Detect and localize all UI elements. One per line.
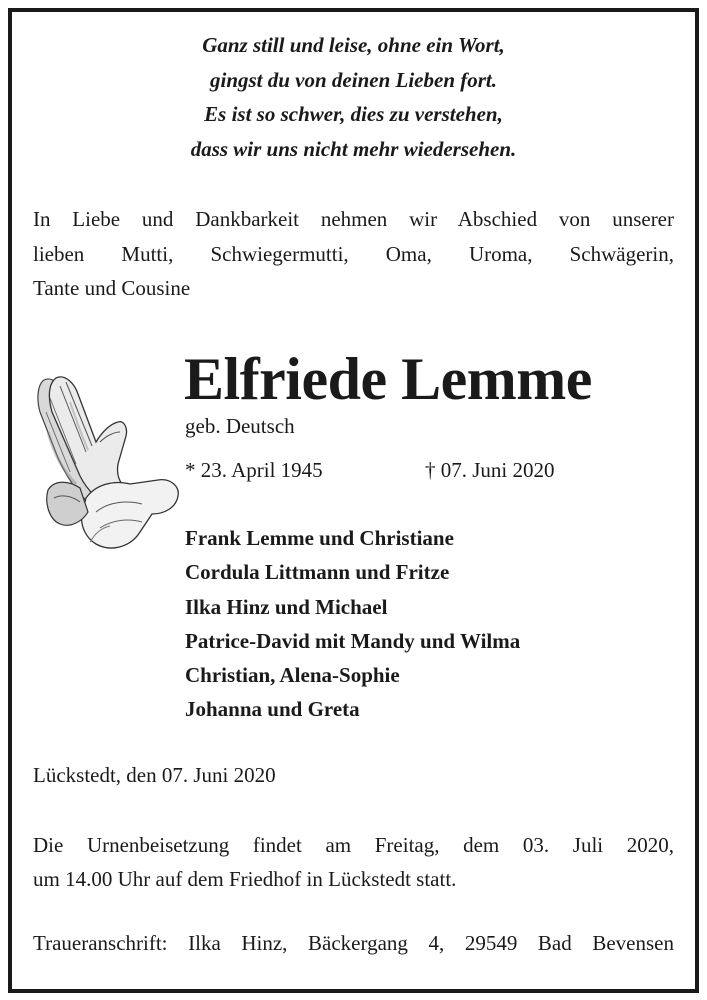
birth-date: * 23. April 1945 xyxy=(185,458,323,482)
memorial-poem xyxy=(0,28,707,166)
burial-line: Die Urnenbeisetzung findet am Freitag, dem 03. Juli 2020, xyxy=(33,833,674,857)
mourner-line: Christian, Alena-Sophie xyxy=(185,663,400,688)
mourner-line: Frank Lemme und Christiane xyxy=(185,526,454,550)
poem-line: Ganz still und leise, ohne ein Wort, xyxy=(202,33,505,57)
burial-line: um 14.00 Uhr auf dem Friedhof in Lückstedt statt. xyxy=(33,867,457,891)
place-and-date: Lückstedt, den 07. Juni 2020 xyxy=(33,763,276,787)
mourner-line: Patrice-David mit Mandy und Wilma xyxy=(185,628,521,653)
poem-line: gingst du von deinen Lieben fort. xyxy=(209,67,498,92)
intro-line: In Liebe und Dankbarkeit nehmen wir Abschied von unserer xyxy=(33,207,674,231)
mourner-line: Ilka Hinz und Michael xyxy=(185,594,388,619)
mourner-line: Johanna und Greta xyxy=(185,697,360,722)
intro-text xyxy=(33,202,674,306)
intro-line: Tante und Cousine xyxy=(33,276,191,300)
deceased-name: Elfriede Lemme xyxy=(184,346,592,412)
burial-notice xyxy=(33,828,674,896)
praying-hands-icon xyxy=(30,372,182,557)
mourners-list xyxy=(185,521,520,727)
mourner-line: Cordula Littmann und Fritze xyxy=(185,560,450,585)
maiden-name: geb. Deutsch xyxy=(185,414,295,438)
death-date: † 07. Juni 2020 xyxy=(425,458,555,482)
poem-line: Es ist so schwer, dies zu verstehen, xyxy=(204,102,503,126)
intro-line: lieben Mutti, Schwiegermutti, Oma, Uroma, Schwägerin, xyxy=(33,241,674,266)
poem-line: dass wir uns nicht mehr wiedersehen. xyxy=(190,136,517,161)
mourning-address: Traueranschrift: Ilka Hinz, Bäckergang 4, 29549 Bad Bevensen xyxy=(33,931,674,955)
